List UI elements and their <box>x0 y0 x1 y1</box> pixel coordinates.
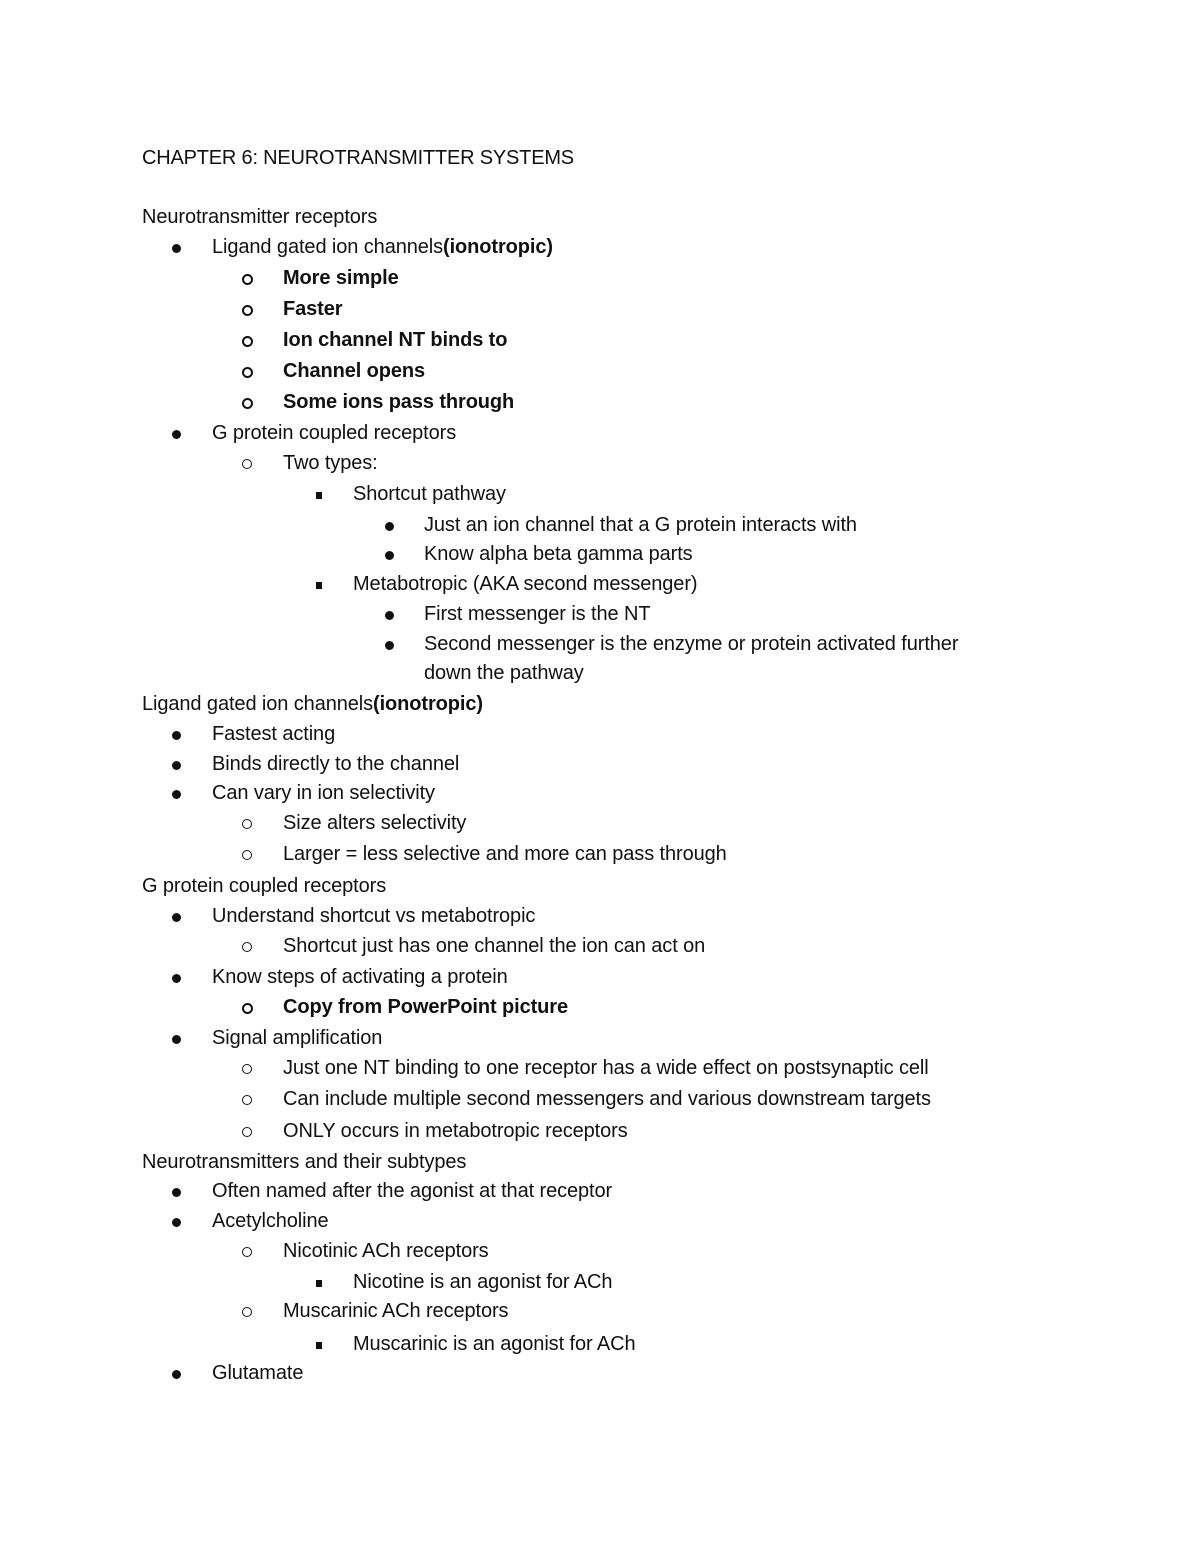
note-line <box>424 659 584 687</box>
note-line <box>283 932 705 960</box>
note-text: down the pathway <box>424 662 584 684</box>
chapter-title: CHAPTER 6: NEUROTRANSMITTER SYSTEMS <box>142 147 574 169</box>
note-text: Copy from PowerPoint picture <box>283 996 569 1018</box>
bullet-disc-icon <box>385 641 394 650</box>
note-line <box>142 1148 466 1176</box>
bullet-disc-icon <box>172 731 181 740</box>
note-text: Just an ion channel that a G protein interacts with <box>424 514 857 536</box>
note-text: Muscarinic ACh receptors <box>283 1300 509 1322</box>
note-text: Channel opens <box>283 360 426 382</box>
note-line <box>424 630 958 658</box>
note-line <box>283 264 399 292</box>
note-text: ONLY occurs in metabotropic receptors <box>283 1120 628 1142</box>
note-line <box>283 993 568 1021</box>
note-line <box>212 963 508 991</box>
note-text: Ligand gated ion channels <box>142 693 374 715</box>
bullet-circle-icon <box>242 1095 252 1105</box>
note-text: Nicotine is an agonist for ACh <box>353 1271 613 1293</box>
note-line <box>353 1330 635 1358</box>
bullet-circle-icon <box>242 398 253 409</box>
note-text: Can include multiple second messengers and various downstream targets <box>283 1088 931 1110</box>
bullet-circle-icon <box>242 1064 252 1074</box>
note-text: Fastest acting <box>212 723 336 745</box>
bullet-disc-icon <box>172 1035 181 1044</box>
bullet-disc-icon <box>172 244 181 253</box>
note-text: Signal amplification <box>212 1027 383 1049</box>
note-line <box>283 295 342 323</box>
note-text: Ligand gated ion channels <box>212 236 444 258</box>
note-line <box>283 357 425 385</box>
bullet-disc-icon <box>385 611 394 620</box>
note-line <box>212 779 435 807</box>
bullet-disc-icon <box>172 1370 181 1379</box>
note-text: Just one NT binding to one receptor has a wide effect on postsynaptic cell <box>283 1057 929 1079</box>
note-line <box>424 540 693 568</box>
note-text: Can vary in ion selectivity <box>212 782 435 804</box>
bullet-disc-icon <box>172 974 181 983</box>
note-line <box>283 840 727 868</box>
bullet-square-icon <box>316 1280 322 1287</box>
note-line <box>283 388 514 416</box>
note-line <box>212 750 459 778</box>
note-line <box>424 511 857 539</box>
bullet-circle-icon <box>242 942 252 952</box>
note-text: Glutamate <box>212 1362 304 1384</box>
note-line <box>283 326 507 354</box>
note-line <box>353 570 697 598</box>
note-text: Neurotransmitters and their subtypes <box>142 1151 467 1173</box>
note-text: Metabotropic (AKA second messenger) <box>353 573 698 595</box>
note-text: More simple <box>283 267 399 289</box>
note-line <box>283 1237 489 1265</box>
note-text: Neurotransmitter receptors <box>142 206 378 228</box>
note-line <box>212 720 335 748</box>
note-bold-suffix: (ionotropic) <box>373 693 483 715</box>
bullet-disc-icon <box>172 1188 181 1197</box>
note-text: Muscarinic is an agonist for ACh <box>353 1333 636 1355</box>
note-text: Binds directly to the channel <box>212 753 460 775</box>
note-text: Larger = less selective and more can pass through <box>283 843 727 865</box>
note-line <box>212 1024 382 1052</box>
note-text: Shortcut just has one channel the ion can act on <box>283 935 706 957</box>
bullet-circle-icon <box>242 1307 252 1317</box>
note-text: Often named after the agonist at that receptor <box>212 1180 613 1202</box>
note-line <box>212 1359 303 1387</box>
note-text: Acetylcholine <box>212 1210 329 1232</box>
note-line <box>353 1268 612 1296</box>
bullet-circle-icon <box>242 1127 252 1137</box>
bullet-disc-icon <box>385 551 394 560</box>
note-line <box>283 1085 931 1113</box>
note-line <box>283 449 378 477</box>
bullet-disc-icon <box>385 522 394 531</box>
note-line <box>424 600 650 628</box>
bullet-circle-icon <box>242 305 253 316</box>
note-text: Know steps of activating a protein <box>212 966 508 988</box>
note-line <box>142 872 386 900</box>
bullet-circle-icon <box>242 819 252 829</box>
note-line <box>353 480 506 508</box>
bullet-disc-icon <box>172 1218 181 1227</box>
bullet-circle-icon <box>242 367 253 378</box>
note-text: G protein coupled receptors <box>212 422 457 444</box>
note-text: Two types: <box>283 452 378 474</box>
bullet-circle-icon <box>242 850 252 860</box>
bullet-disc-icon <box>172 790 181 799</box>
note-line <box>212 1177 612 1205</box>
bullet-square-icon <box>316 492 322 499</box>
bullet-square-icon <box>316 582 322 589</box>
note-line <box>283 1297 508 1325</box>
note-text: Some ions pass through <box>283 391 515 413</box>
bullet-circle-icon <box>242 1247 252 1257</box>
note-line <box>283 809 466 837</box>
note-line <box>142 690 483 718</box>
note-text: First messenger is the NT <box>424 603 651 625</box>
note-line <box>283 1117 628 1145</box>
note-text: Shortcut pathway <box>353 483 506 505</box>
note-text: G protein coupled receptors <box>142 875 387 897</box>
bullet-circle-icon <box>242 274 253 285</box>
bullet-disc-icon <box>172 761 181 770</box>
bullet-square-icon <box>316 1342 322 1349</box>
note-line <box>212 902 535 930</box>
note-line <box>212 419 456 447</box>
note-text: Faster <box>283 298 343 320</box>
note-line <box>283 1054 929 1082</box>
bullet-disc-icon <box>172 430 181 439</box>
note-text: Know alpha beta gamma parts <box>424 543 693 565</box>
note-line <box>142 203 377 231</box>
note-text: Second messenger is the enzyme or protein activated further <box>424 633 959 655</box>
note-bold-suffix: (ionotropic) <box>443 236 553 258</box>
bullet-circle-icon <box>242 1003 253 1014</box>
note-line <box>212 233 553 261</box>
note-text: Nicotinic ACh receptors <box>283 1240 489 1262</box>
note-text: Ion channel NT binds to <box>283 329 508 351</box>
note-line <box>212 1207 329 1235</box>
bullet-circle-icon <box>242 336 253 347</box>
note-text: Understand shortcut vs metabotropic <box>212 905 536 927</box>
note-text: Size alters selectivity <box>283 812 467 834</box>
bullet-disc-icon <box>172 913 181 922</box>
bullet-circle-icon <box>242 459 252 469</box>
